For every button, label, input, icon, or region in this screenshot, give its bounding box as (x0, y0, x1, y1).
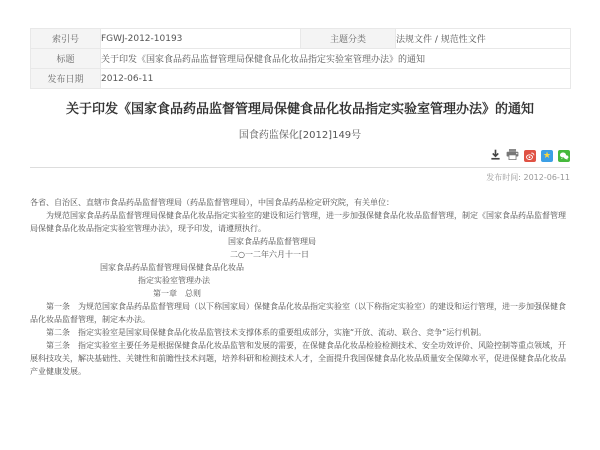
title-label: 标题 (31, 49, 101, 69)
article-3: 第三条 指定实验室主要任务是根据保健食品化妆品监管和发展的需要，在保健食品化妆品检验检测技术、安全功效评价、风险控制等重点领域，开展科技攻关，解决基础性、关键性和前瞻性技术问题，培养科研和检测技术人才，全面提升我国保健食品化妆品质量安全保障水平，促进保健食品化妆品产业健康发展。 (30, 341, 566, 376)
article-1: 第一条 为规范国家食品药品监督管理局（以下称国家局）保健食品化妆品指定实验室（以下称指定实验室）的建设和运行管理，进一步加强保健食品化妆品监督管理，制定本办法。 (30, 302, 566, 324)
publish-time-value: 2012-06-11 (523, 173, 570, 182)
publish-date-value: 2012-06-11 (101, 69, 571, 89)
share-weibo-button[interactable] (524, 150, 536, 162)
document-number: 国食药监保化[2012]149号 (238, 130, 362, 141)
page-title: 关于印发《国家食品药品监督管理局保健食品化妆品指定实验室管理办法》的通知 (65, 102, 534, 117)
document-meta-table (30, 28, 571, 89)
toolbar (30, 148, 570, 168)
share-wechat-button[interactable] (558, 150, 570, 162)
publish-time (30, 172, 570, 183)
signature-date: 二○一二年六月十一日 (230, 250, 309, 259)
print-icon (506, 148, 519, 163)
chapter-heading: 第一章 总则 (153, 289, 201, 298)
publish-date-label: 发布日期 (31, 69, 101, 89)
subject-category-value: 法规文件 / 规范性文件 (396, 29, 571, 49)
title-value: 关于印发《国家食品药品监督管理局保健食品化妆品指定实验室管理办法》的通知 (101, 49, 571, 69)
download-button[interactable] (490, 148, 501, 163)
index-number-value: FGWJ-2012-10193 (101, 29, 301, 49)
meta-row-title (31, 49, 571, 69)
index-number-label: 索引号 (31, 29, 101, 49)
subject-category-label: 主题分类 (301, 29, 396, 49)
attachment-title-line1: 国家食品药品监督管理局保健食品化妆品 (100, 263, 244, 272)
signature-agency: 国家食品药品监督管理局 (228, 237, 316, 246)
document-body (30, 196, 570, 378)
print-button[interactable] (506, 148, 519, 163)
publish-time-label: 发布时间: (486, 173, 521, 182)
share-qzone-button[interactable] (541, 150, 553, 162)
qzone-share-icon (541, 150, 553, 162)
salutation-paragraph: 各省、自治区、直辖市食品药品监督管理局（药品监督管理局），中国食品药品检定研究院，有关单位： (30, 198, 394, 207)
intro-paragraph: 为规范国家食品药品监督管理局保健食品化妆品指定实验室的建设和运行管理，进一步加强保健食品化妆品监督管理，制定《国家食品药品监督管理局保健食品化妆品指定实验室管理办法》，现予印发，请遵照执行。 (30, 211, 566, 233)
meta-row-index (31, 29, 571, 49)
meta-row-pubdate (31, 69, 571, 89)
qzone-star-glyph: ★ (542, 150, 552, 160)
attachment-title-line2: 指定实验室管理办法 (138, 276, 210, 285)
download-icon (490, 148, 501, 163)
article-2: 第二条 指定实验室是国家局保健食品化妆品监管技术支撑体系的重要组成部分，实施“开放、流动、联合、竞争”运行机制。 (46, 328, 487, 337)
weibo-share-icon (524, 150, 536, 162)
wechat-share-icon (558, 150, 570, 162)
